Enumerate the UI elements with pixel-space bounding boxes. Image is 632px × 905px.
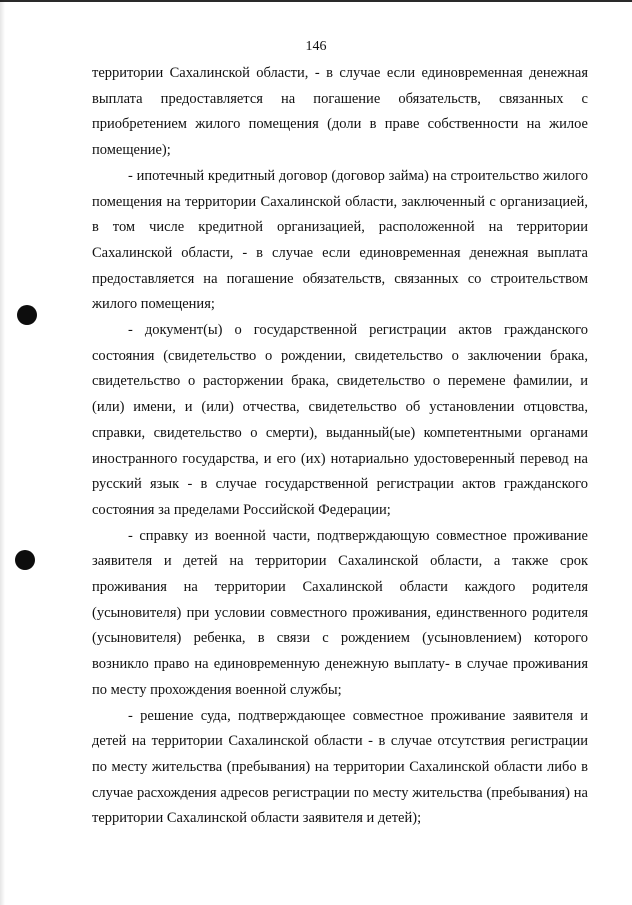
scan-left-edge	[0, 0, 5, 905]
paragraph-mortgage-agreement: - ипотечный кредитный договор (договор займа) на строительство жилого помещения на территории Сахалинской области, заключенный с организацией, в том числе кредитной организацией, расположенной на территории Сахалинской области, - в случае если единовременная денежная выплата предоставляется на погашение обязательств, связанных со строительством жилого помещения;	[92, 167, 588, 313]
punch-hole-mark	[17, 305, 37, 325]
punch-hole-mark	[15, 550, 35, 570]
paragraph-military-unit-certificate: - справку из военной части, подтверждающую совместное проживание заявителя и детей на территории Сахалинской области, а также срок проживания на территории Сахалинской области каждого родителя (усыновителя) при условии совместного проживания, единственного родителя (усыновителя) ребенка, в связи с рождением (усыновлением) которого возникло право на единовременную денежную выплату- в случае проживания по месту прохождения военной службы;	[92, 527, 588, 698]
paragraph-continuation: территории Сахалинской области, - в случае если единовременная денежная выплата предоставляется на погашение обязательств, связанных с приобретением жилого помещения (доли в праве собственности на жилое помещение);	[92, 65, 588, 159]
paragraph-court-decision: - решение суда, подтверждающее совместное проживание заявителя и детей на территории Сахалинской области - в случае отсутствия регистрации по месту жительства (пребывания) на территории Сахалинской области либо в случае расхождения адресов регистрации по месту жительства (пребывания) на территории Сахалинской области заявителя и детей);	[92, 707, 588, 827]
scan-top-border	[0, 0, 632, 2]
document-body	[92, 61, 588, 832]
page-number: 146	[305, 39, 327, 54]
paragraph-civil-status-documents: - документ(ы) о государственной регистрации актов гражданского состояния (свидетельство о рождении, свидетельство о заключении брака, свидетельство о расторжении брака, свидетельство о перемене фамилии, и (или) имени, и (или) отчества, свидетельство об установлении отцовства, справки, свидетельство о смерти), выданный(ые) компетентными органами иностранного государства, и его (их) нотариально удостоверенный перевод на русский язык - в случае государственной регистрации актов гражданского состояния за пределами Российской Федерации;	[92, 322, 588, 518]
